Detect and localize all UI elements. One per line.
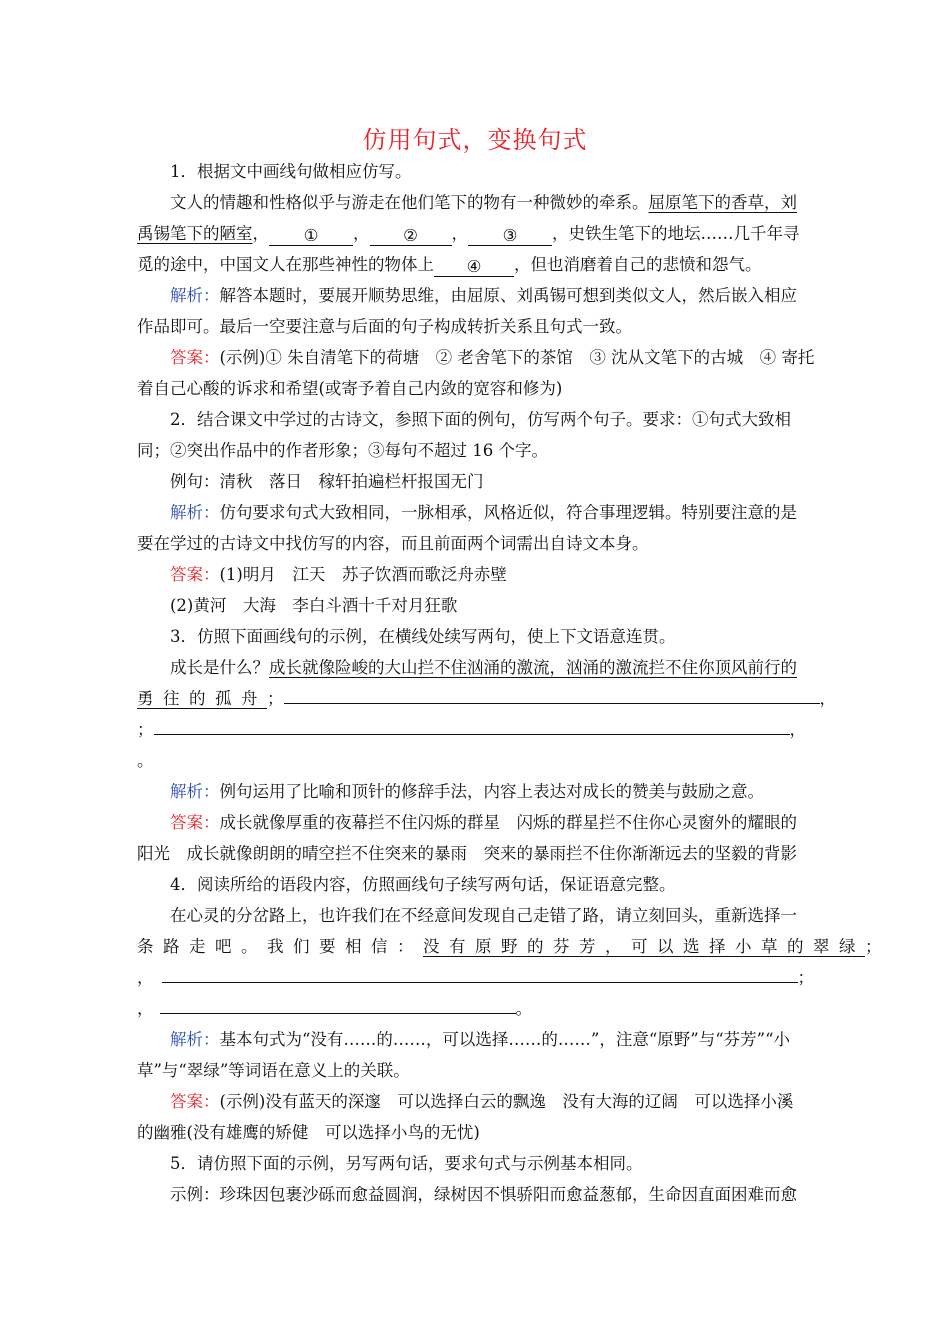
q3-answer-line1: 答案：成长就像厚重的夜幕拦不住闪烁的群星 闪烁的群星拦不住你心灵窗外的耀眼的 xyxy=(170,813,797,832)
analysis-label: 解析： xyxy=(170,1030,220,1049)
q5-example: 示例：珍珠因包裹沙砾而愈益圆润，绿树因不惧骄阳而愈益葱郁，生命因直面困难而愈 xyxy=(170,1185,797,1204)
page-title: 仿用句式，变换句式 xyxy=(362,126,588,154)
q4-fill-line1: ， ； xyxy=(137,968,814,987)
q4-passage-line1: 在心灵的分岔路上，也许我们在不经意间发现自己走错了路，请立刻回头，重新选择一 xyxy=(170,906,797,925)
q4-analysis-line1: 解析：基本句式为“没有……的……，可以选择……的……”，注意“原野”与“芬芳”“小 xyxy=(170,1030,791,1049)
analysis-label: 解析： xyxy=(170,286,220,305)
q2-example: 例句：清秋 落日 稼轩拍遍栏杆报国无门 xyxy=(170,472,484,491)
q3-underlined-sentence: 成长就像险峻的大山拦不住汹涌的激流，汹涌的激流拦不住你顶风前行的 xyxy=(269,658,797,677)
q2-stem-line1: 2．结合课文中学过的古诗文，参照下面的例句，仿写两个句子。要求：①句式大致相 xyxy=(170,410,791,429)
q2-answer-line1: 答案：(1)明月 江天 苏子饮酒而歌泛舟赤壁 xyxy=(170,565,507,584)
q2-answer-line2: (2)黄河 大海 李白斗酒十千对月狂歌 xyxy=(170,596,458,615)
q2-stem-line2: 同；②突出作品中的作者形象；③每句不超过 16 个字。 xyxy=(137,441,548,460)
q4-answer-line1: 答案：(示例)没有蓝天的深邃 可以选择白云的飘逸 没有大海的辽阔 可以选择小溪 xyxy=(170,1092,794,1111)
q4-underlined-sentence: 没有原野的芬芳，可以选择小草的翠绿 xyxy=(423,937,865,956)
analysis-label: 解析： xyxy=(170,503,220,522)
q1-passage-line3: 觅的途中，中国文人在那些神性的物体上 ④ ，但也消磨着自己的悲愤和怨气。 xyxy=(137,255,762,276)
q4-answer-line2: 的幽雅(没有雄鹰的矫健 可以选择小鸟的无忧) xyxy=(137,1123,480,1142)
q4-answer-line-2[interactable] xyxy=(160,997,516,1014)
q5-stem: 5．请仿照下面的示例，另写两句话，要求句式与示例基本相同。 xyxy=(170,1154,643,1173)
answer-label: 答案： xyxy=(170,813,220,832)
q1-blank-2[interactable]: ② xyxy=(370,225,452,246)
q1-answer-line1: 答案：(示例)① 朱自清笔下的荷塘 ② 老舍笔下的茶馆 ③ 沈从文笔下的古城 ④ 寄托 xyxy=(170,348,815,367)
q1-passage-line1: 文人的情趣和性格似乎与游走在他们笔下的物有一种微妙的牵系。屈原笔下的香草，刘 xyxy=(170,193,797,212)
q4-answer-line-1[interactable] xyxy=(162,966,798,983)
q3-answer-line-2[interactable] xyxy=(154,718,790,735)
q3-fill-line2: ； ， xyxy=(137,720,806,739)
q1-blank-3[interactable]: ③ xyxy=(468,225,552,246)
q1-analysis-line1: 解析：解答本题时，要展开顺势思维，由屈原、刘禹锡可想到类似文人，然后嵌入相应 xyxy=(170,286,797,305)
q3-fill-line3: 。 xyxy=(137,751,154,770)
q3-answer-line-1[interactable] xyxy=(284,687,820,704)
answer-label: 答案： xyxy=(170,1092,220,1111)
q4-analysis-line2: 草”与“翠绿”等词语在意义上的关联。 xyxy=(137,1061,410,1080)
q1-analysis-line2: 作品即可。最后一空要注意与后面的句子构成转折关系且句式一致。 xyxy=(137,317,632,336)
q1-answer-line2: 着自己心酸的诉求和希望(或寄予着自己内敛的宽容和修为) xyxy=(137,379,563,398)
q3-answer-line2: 阳光 成长就像朗朗的晴空拦不住突来的暴雨 突来的暴雨拦不住你渐渐远去的坚毅的背影 xyxy=(137,844,797,863)
answer-label: 答案： xyxy=(170,348,220,367)
q2-analysis-line1: 解析：仿句要求句式大致相同，一脉相承，风格近似，符合事理逻辑。特别要注意的是 xyxy=(170,503,797,522)
q4-passage-line2: 条路走吧。我们要相信：没有原野的芬芳，可以选择小草的翠绿； xyxy=(137,937,882,956)
q2-analysis-line2: 要在学过的古诗文中找仿写的内容，而且前面两个词需出自诗文本身。 xyxy=(137,534,649,553)
q3-passage-line1: 成长是什么？成长就像险峻的大山拦不住汹涌的激流，汹涌的激流拦不住你顶风前行的 xyxy=(170,658,797,677)
q4-fill-line2: ， 。 xyxy=(137,999,532,1018)
q3-stem: 3．仿照下面画线句的示例，在横线处续写两句，使上下文语意连贯。 xyxy=(170,627,676,646)
q1-blank-1[interactable]: ① xyxy=(269,225,353,246)
q1-stem: 1．根据文中画线句做相应仿写。 xyxy=(170,162,412,181)
q3-passage-line2: 勇往的孤舟； ， xyxy=(137,689,836,708)
q3-analysis: 解析：例句运用了比喻和顶针的修辞手法，内容上表达对成长的赞美与鼓励之意。 xyxy=(170,782,764,801)
analysis-label: 解析： xyxy=(170,782,220,801)
q1-blank-4[interactable]: ④ xyxy=(434,256,514,277)
answer-label: 答案： xyxy=(170,565,220,584)
q1-underlined-sentence: 屈原笔下的香草，刘 xyxy=(648,193,797,212)
q4-stem: 4．阅读所给的语段内容，仿照画线句子续写两句话，保证语意完整。 xyxy=(170,875,676,894)
q1-passage-line2: 禹锡笔下的陋室， ① ， ② ， ③ ，史铁生笔下的地坛……几千年寻 xyxy=(137,224,800,245)
